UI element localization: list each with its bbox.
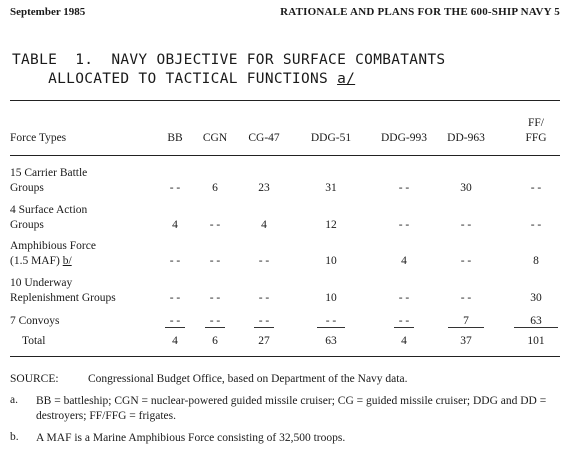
col-header-cg47: CG-47	[248, 132, 280, 144]
row-label-surface-line2: Groups	[10, 219, 44, 231]
table-title-line2: ALLOCATED TO TACTICAL FUNCTIONS	[48, 71, 338, 87]
table-cell: 30	[530, 292, 542, 304]
table-cell: 63	[530, 315, 542, 327]
table-cell: 7	[463, 315, 469, 327]
total-cell: 4	[401, 335, 407, 347]
table-cell: 6	[212, 182, 218, 194]
table-cell: - -	[209, 219, 221, 231]
table-title-line1: TABLE 1. NAVY OBJECTIVE FOR SURFACE COMBATANTS	[12, 52, 446, 68]
table-cell: 30	[460, 182, 472, 194]
col-header-bb: BB	[167, 132, 183, 144]
footnote-a-text: BB = battleship; CGN = nuclear-powered guided missile cruiser; CG = guided missile cruiser; DDG and DD = destroyers; FF/FFG = frigates.	[36, 395, 547, 422]
row-label-carrier-line1: 15 Carrier Battle	[10, 167, 88, 179]
table-cell: - -	[530, 182, 542, 194]
table-cell: - -	[398, 219, 410, 231]
table-cell: - -	[258, 255, 270, 267]
table-cell: 10	[325, 292, 337, 304]
row-label-underway-line1: 10 Underway	[10, 277, 73, 289]
table-title-note: a/	[337, 71, 356, 87]
col-header-cgn: CGN	[202, 132, 228, 144]
total-cell: 101	[527, 335, 545, 347]
table-cell: - -	[209, 315, 221, 327]
row-label-convoys: 7 Convoys	[10, 315, 60, 327]
sum-underline	[448, 327, 484, 328]
table-cell: - -	[460, 219, 472, 231]
sum-underline	[165, 327, 185, 328]
table-cell: 10	[325, 255, 337, 267]
sum-underline	[317, 327, 345, 328]
table-cell: - -	[258, 315, 270, 327]
row-label-amphibious-text: (1.5 MAF)	[10, 255, 63, 267]
table-cell: - -	[398, 182, 410, 194]
total-cell: 27	[258, 335, 270, 347]
col-header-ddg993: DDG-993	[381, 132, 427, 144]
table-cell: - -	[209, 292, 221, 304]
table-cell: - -	[169, 292, 181, 304]
row-label-underway-line2: Replenishment Groups	[10, 292, 116, 304]
table-cell: - -	[258, 292, 270, 304]
total-cell: 4	[172, 335, 178, 347]
running-header-date: September 1985	[10, 6, 86, 18]
table-cell: - -	[398, 315, 410, 327]
table-cell: 8	[533, 255, 539, 267]
row-label-amphibious-note: b/	[62, 255, 72, 267]
table-cell: 4	[261, 219, 267, 231]
table-cell: - -	[460, 292, 472, 304]
row-label-surface-line1: 4 Surface Action	[10, 204, 88, 216]
sum-underline	[254, 327, 274, 328]
row-label-carrier-line2: Groups	[10, 182, 44, 194]
sum-underline	[514, 327, 558, 328]
footnote-b-key: b.	[10, 431, 19, 443]
sum-underline	[205, 327, 225, 328]
table-cell: - -	[169, 255, 181, 267]
table-cell: - -	[169, 315, 181, 327]
source-text: Congressional Budget Office, based on Department of the Navy data.	[88, 373, 408, 385]
total-cell: 37	[460, 335, 472, 347]
sum-underline	[394, 327, 414, 328]
row-label-total: Total	[22, 335, 46, 347]
table-cell: - -	[460, 255, 472, 267]
footnote-a-key: a.	[10, 394, 18, 406]
footnote-b-text: A MAF is a Marine Amphibious Force consisting of 32,500 troops.	[36, 432, 346, 444]
row-label-amphibious-line1: Amphibious Force	[10, 240, 96, 252]
col-header-ff: FF/	[528, 117, 544, 129]
col-header-dd963: DD-963	[447, 132, 485, 144]
table-cell: - -	[398, 292, 410, 304]
total-cell: 63	[325, 335, 337, 347]
table-cell: - -	[209, 255, 221, 267]
table-cell: 4	[172, 219, 178, 231]
col-header-force-types: Force Types	[10, 132, 67, 144]
table-cell: 4	[401, 255, 407, 267]
table-cell: 12	[325, 219, 337, 231]
running-title: RATIONALE AND PLANS FOR THE 600-SHIP NAVY	[280, 6, 552, 18]
table-cell: 23	[258, 182, 270, 194]
table-cell: - -	[325, 315, 337, 327]
table-cell: - -	[169, 182, 181, 194]
total-cell: 6	[212, 335, 218, 347]
col-header-ddg51: DDG-51	[310, 132, 352, 144]
source-label: SOURCE:	[10, 373, 59, 385]
row-label-amphibious-line2	[10, 254, 72, 268]
table-cell: - -	[530, 219, 542, 231]
table-cell: 31	[325, 182, 337, 194]
col-header-ffg: FFG	[525, 132, 547, 144]
page-number: 5	[554, 6, 560, 18]
